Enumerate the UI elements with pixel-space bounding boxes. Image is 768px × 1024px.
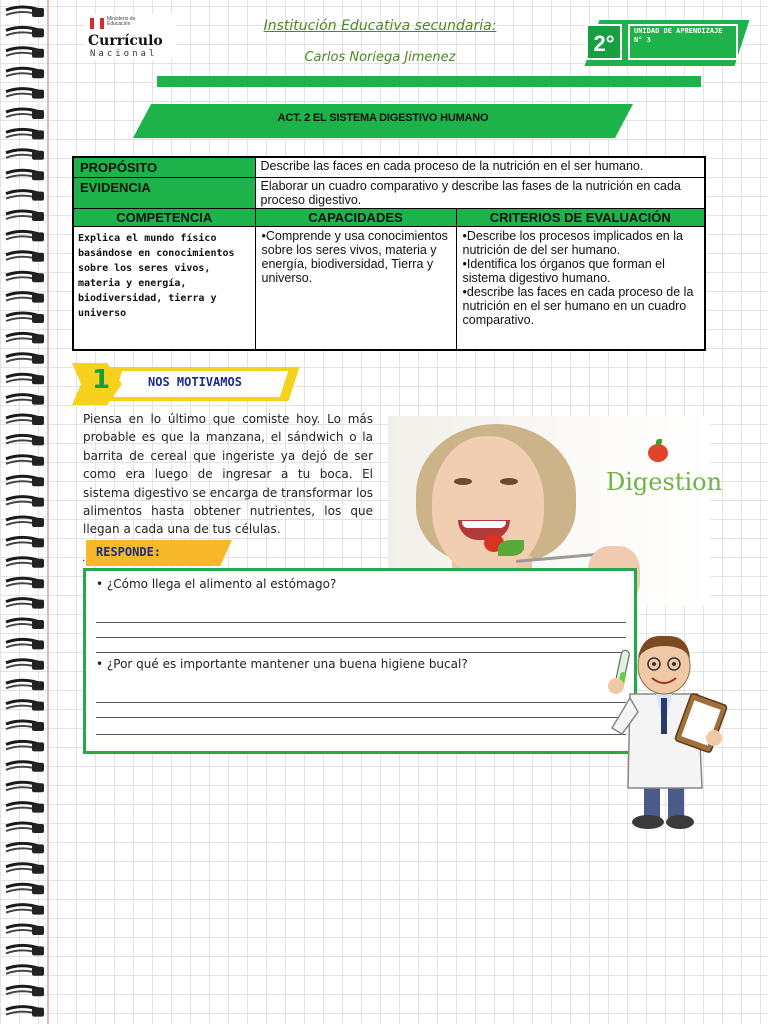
section-number: 1 <box>92 365 111 395</box>
spiral-ring <box>6 537 44 547</box>
margin-line <box>47 0 49 1024</box>
spiral-ring <box>6 191 44 201</box>
answer-line[interactable] <box>96 652 626 653</box>
spiral-ring <box>6 48 44 58</box>
spiral-ring <box>6 109 44 119</box>
spiral-ring <box>6 823 44 833</box>
spiral-ring <box>6 129 44 139</box>
spiral-ring <box>6 782 44 792</box>
spiral-ring <box>6 925 44 935</box>
question-1: • ¿Cómo llega el alimento al estómago? <box>96 577 337 591</box>
answer-line[interactable] <box>96 702 626 703</box>
answer-box[interactable] <box>83 568 637 754</box>
photo-eye <box>500 478 518 485</box>
planning-table <box>72 156 706 351</box>
spiral-ring <box>6 721 44 731</box>
logo-ministry: Ministerio de Educación <box>107 16 136 27</box>
spiral-ring <box>6 680 44 690</box>
logo-subtitle: Nacional <box>90 49 158 59</box>
spiral-ring <box>6 497 44 507</box>
competencia-text: Explica el mundo físico basándose en conocimientos sobre los seres vivos, materia y energía, biodiversidad, tierra y universo <box>73 227 255 350</box>
criterio-item: •Describe los procesos implicados en la nutrición de del ser humano. <box>462 229 683 257</box>
spiral-ring <box>6 476 44 486</box>
header-capacidades: CAPACIDADES <box>255 209 456 227</box>
photo-face <box>432 436 544 574</box>
responde-text: RESPONDE: <box>96 545 162 559</box>
header-criterios: CRITERIOS DE EVALUACIÓN <box>456 209 705 227</box>
section-title: NOS MOTIVAMOS <box>148 375 242 389</box>
activity-banner <box>130 104 636 138</box>
spiral-ring <box>6 7 44 17</box>
spiral-ring <box>6 252 44 262</box>
proposito-text: Describe las faces en cada proceso de la nutrición en el ser humano. <box>255 157 705 178</box>
logo-title: Currículo <box>88 33 163 49</box>
spiral-ring <box>6 843 44 853</box>
answer-line[interactable] <box>96 622 626 623</box>
doctor-eye <box>652 662 656 666</box>
school-name: Institución Educativa secundaria: <box>263 18 497 34</box>
spiral-ring <box>6 619 44 629</box>
spiral-ring <box>6 272 44 282</box>
answer-line[interactable] <box>96 734 626 735</box>
doctor-hand <box>706 730 722 746</box>
spiral-ring <box>6 599 44 609</box>
spiral-ring <box>6 293 44 303</box>
spiral-ring <box>6 415 44 425</box>
spiral-ring <box>6 456 44 466</box>
spiral-ring <box>6 435 44 445</box>
unit-label: UNIDAD DE APRENDIZAJE N° 3 <box>628 24 738 60</box>
spiral-ring <box>6 864 44 874</box>
spiral-ring <box>6 395 44 405</box>
header-competencia: COMPETENCIA <box>73 209 255 227</box>
capacidades-text: •Comprende y usa conocimientos sobre los seres vivos, materia y energía, biodiversidad, Tierra y universo. <box>255 227 456 350</box>
spiral-ring <box>6 741 44 751</box>
spiral-ring <box>6 905 44 915</box>
proposito-label: PROPÓSITO <box>73 157 255 178</box>
question-2: • ¿Por qué es importante mantener una buena higiene bucal? <box>96 657 468 671</box>
spiral-ring <box>6 762 44 772</box>
spiral-ring <box>6 803 44 813</box>
peru-flag-icon <box>90 18 104 29</box>
evidencia-row <box>73 178 705 209</box>
spiral-ring <box>6 89 44 99</box>
activity-title: ACT. 2 EL SISTEMA DIGESTIVO HUMANO <box>277 112 489 124</box>
spiral-ring <box>6 354 44 364</box>
spiral-ring <box>6 333 44 343</box>
teacher-name: Carlos Noriega Jimenez <box>304 50 456 65</box>
apple-icon <box>648 444 668 462</box>
spiral-ring <box>6 27 44 37</box>
spiral-ring <box>6 1007 44 1017</box>
spiral-ring <box>6 945 44 955</box>
curriculo-logo <box>84 14 176 60</box>
header-divider <box>157 76 701 87</box>
spiral-ring <box>6 884 44 894</box>
doctor-cartoon-icon <box>594 628 736 842</box>
grade-number: 2° <box>586 24 622 60</box>
responde-label <box>86 540 236 566</box>
spiral-ring <box>6 374 44 384</box>
doctor-eye <box>672 662 676 666</box>
proposito-row <box>73 157 705 178</box>
doctor-hand <box>608 678 624 694</box>
spiral-ring <box>6 517 44 527</box>
spiral-ring <box>6 966 44 976</box>
lettuce-icon <box>498 540 524 556</box>
answer-line[interactable] <box>96 637 626 638</box>
answer-line[interactable] <box>96 717 626 718</box>
spiral-ring <box>6 639 44 649</box>
criterio-item: •Identifica los órganos que forman el sistema digestivo humano. <box>462 257 665 285</box>
spiral-ring <box>6 660 44 670</box>
spiral-binding <box>0 0 52 1024</box>
spiral-ring <box>6 150 44 160</box>
photo-eye <box>454 478 472 485</box>
doctor-tie <box>661 698 667 734</box>
spiral-ring <box>6 68 44 78</box>
spiral-ring <box>6 170 44 180</box>
stray-dot: . <box>82 550 86 564</box>
spiral-ring <box>6 211 44 221</box>
header-row <box>73 209 705 227</box>
evidencia-label: EVIDENCIA <box>73 178 255 209</box>
section-header-motivamos <box>72 363 302 407</box>
grade-unit-badge <box>582 18 752 68</box>
spiral-ring <box>6 701 44 711</box>
evidencia-text: Elaborar un cuadro comparativo y describe las fases de la nutrición en cada proceso digestivo. <box>255 178 705 209</box>
intro-paragraph: Piensa en lo último que comiste hoy. Lo más probable es que la manzana, el sándwich o la barrita de cereal que ingeriste ya dejó de ser como era luego de ingresar a tu boca. El sistema digestivo se encarga de transformar los alimentos hasta obtener nutrientes, los que llegan a cada una de tus células. <box>83 412 373 537</box>
image-caption: Digestion <box>606 468 723 496</box>
content-row <box>73 227 705 350</box>
doctor-shoe <box>666 815 694 829</box>
spiral-ring <box>6 986 44 996</box>
photo-teeth <box>462 521 506 528</box>
spiral-ring <box>6 558 44 568</box>
doctor-shoe <box>632 815 664 829</box>
criterio-item: •describe las faces en cada proceso de la nutrición en el ser humano en un cuadro comparativo. <box>462 285 694 327</box>
spiral-ring <box>6 231 44 241</box>
spiral-ring <box>6 578 44 588</box>
criterios-cell <box>456 227 705 350</box>
spiral-ring <box>6 313 44 323</box>
